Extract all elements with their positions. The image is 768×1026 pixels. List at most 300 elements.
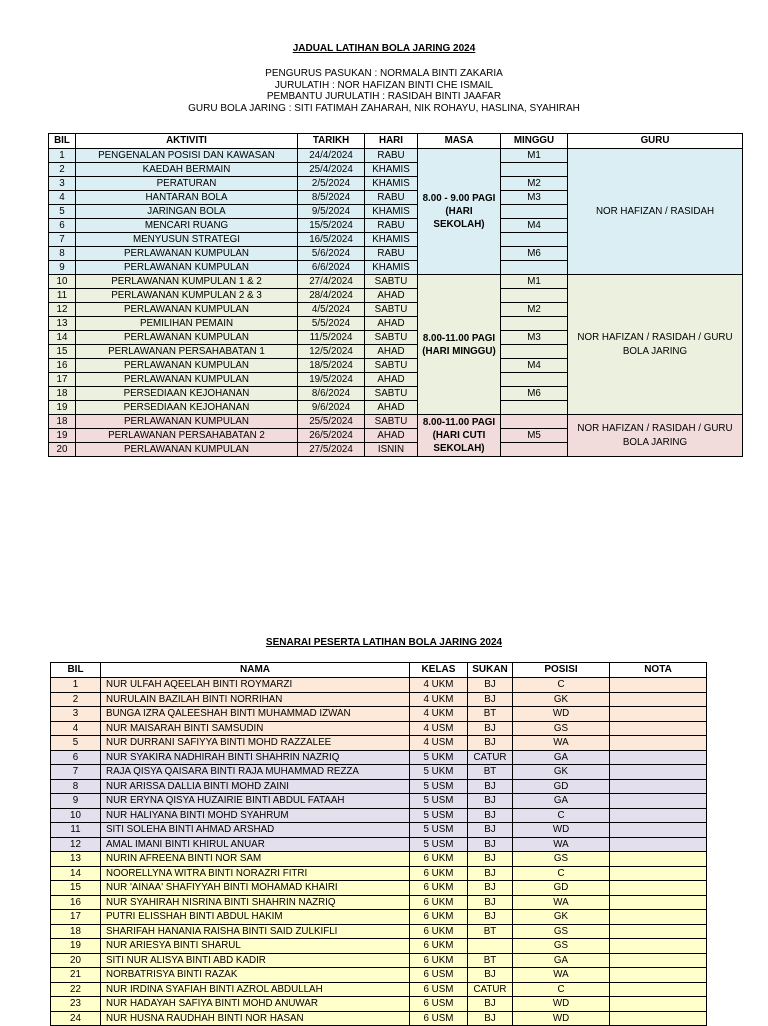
bil-cell: 19: [51, 939, 101, 954]
nota-cell: [610, 997, 707, 1012]
kelas-cell: 6 USM: [410, 997, 468, 1012]
posisi-cell: C: [513, 808, 610, 823]
schedule-row: [49, 275, 743, 289]
col-bil: BIL: [51, 663, 101, 678]
kelas-cell: 6 USM: [410, 968, 468, 983]
schedule-title: JADUAL LATIHAN BOLA JARING 2024: [292, 43, 476, 54]
aktiviti-cell: PERLAWANAN KUMPULAN: [76, 331, 298, 345]
kelas-cell: 4 USM: [410, 736, 468, 751]
tarikh-cell: 8/6/2024: [298, 387, 365, 401]
aktiviti-cell: MENYUSUN STRATEGI: [76, 233, 298, 247]
nama-cell: BUNGA IZRA QALEESHAH BINTI MUHAMMAD IZWAN: [101, 707, 410, 722]
hari-cell: SABTU: [365, 303, 418, 317]
posisi-cell: WD: [513, 707, 610, 722]
sukan-cell: BJ: [468, 736, 513, 751]
nama-cell: NUR HUSNA RAUDHAH BINTI NOR HASAN: [101, 1011, 410, 1026]
tarikh-cell: 2/5/2024: [298, 177, 365, 191]
bil-cell: 18: [51, 924, 101, 939]
bil-cell: 16: [49, 359, 76, 373]
kelas-cell: 6 UKM: [410, 924, 468, 939]
participant-row: [51, 721, 707, 736]
col-posisi: POSISI: [513, 663, 610, 678]
masa-cell: 8.00 - 9.00 PAGI (HARI SEKOLAH): [418, 149, 501, 275]
aktiviti-cell: PEMILIHAN PEMAIN: [76, 317, 298, 331]
participant-row: [51, 837, 707, 852]
tarikh-cell: 27/4/2024: [298, 275, 365, 289]
col-bil: BIL: [49, 134, 76, 149]
posisi-cell: GS: [513, 721, 610, 736]
bil-cell: 8: [49, 247, 76, 261]
bil-cell: 14: [49, 331, 76, 345]
aktiviti-cell: PERLAWANAN KUMPULAN: [76, 303, 298, 317]
assistant-coach: PEMBANTU JURULATIH : RASIDAH BINTI JAAFAR: [266, 91, 502, 102]
masa-cell: 8.00-11.00 PAGI (HARI CUTI SEKOLAH): [418, 415, 501, 457]
bil-cell: 15: [49, 345, 76, 359]
bil-cell: 5: [49, 205, 76, 219]
sukan-cell: BJ: [468, 1011, 513, 1026]
team-manager: PENGURUS PASUKAN : NORMALA BINTI ZAKARIA: [265, 68, 503, 79]
participant-row: [51, 707, 707, 722]
schedule-row: [49, 149, 743, 163]
bil-cell: 10: [51, 808, 101, 823]
sukan-cell: BJ: [468, 794, 513, 809]
sukan-cell: BT: [468, 765, 513, 780]
minggu-cell: [501, 345, 568, 359]
hari-cell: AHAD: [365, 429, 418, 443]
posisi-cell: WA: [513, 968, 610, 983]
tarikh-cell: 28/4/2024: [298, 289, 365, 303]
nama-cell: RAJA QISYA QAISARA BINTI RAJA MUHAMMAD REZZA: [101, 765, 410, 780]
participant-row: [51, 678, 707, 693]
hari-cell: AHAD: [365, 401, 418, 415]
minggu-cell: M1: [501, 275, 568, 289]
hari-cell: KHAMIS: [365, 261, 418, 275]
col-minggu: MINGGU: [501, 134, 568, 149]
sukan-cell: BJ: [468, 968, 513, 983]
aktiviti-cell: PERSEDIAAN KEJOHANAN: [76, 387, 298, 401]
minggu-cell: [501, 317, 568, 331]
bil-cell: 11: [49, 289, 76, 303]
minggu-cell: M3: [501, 331, 568, 345]
participant-row: [51, 953, 707, 968]
nota-cell: [610, 779, 707, 794]
bil-cell: 3: [49, 177, 76, 191]
hari-cell: RABU: [365, 191, 418, 205]
kelas-cell: 5 USM: [410, 823, 468, 838]
nama-cell: NURIN AFREENA BINTI NOR SAM: [101, 852, 410, 867]
participant-row: [51, 939, 707, 954]
minggu-cell: M2: [501, 303, 568, 317]
bil-cell: 13: [51, 852, 101, 867]
schedule-header-row: [49, 134, 743, 149]
participant-row: [51, 736, 707, 751]
participant-row: [51, 895, 707, 910]
kelas-cell: 6 USM: [410, 982, 468, 997]
tarikh-cell: 5/5/2024: [298, 317, 365, 331]
nota-cell: [610, 953, 707, 968]
minggu-cell: M6: [501, 387, 568, 401]
aktiviti-cell: PERLAWANAN KUMPULAN: [76, 415, 298, 429]
kelas-cell: 4 UKM: [410, 692, 468, 707]
bil-cell: 8: [51, 779, 101, 794]
bil-cell: 1: [49, 149, 76, 163]
bil-cell: 11: [51, 823, 101, 838]
minggu-cell: [501, 233, 568, 247]
aktiviti-cell: PERLAWANAN KUMPULAN: [76, 261, 298, 275]
hari-cell: AHAD: [365, 289, 418, 303]
sukan-cell: BJ: [468, 895, 513, 910]
tarikh-cell: 24/4/2024: [298, 149, 365, 163]
participant-row: [51, 750, 707, 765]
bil-cell: 14: [51, 866, 101, 881]
bil-cell: 10: [49, 275, 76, 289]
nota-cell: [610, 837, 707, 852]
kelas-cell: 6 UKM: [410, 895, 468, 910]
hari-cell: KHAMIS: [365, 177, 418, 191]
participant-row: [51, 794, 707, 809]
sukan-cell: BJ: [468, 881, 513, 896]
col-aktiviti: AKTIVITI: [76, 134, 298, 149]
tarikh-cell: 25/5/2024: [298, 415, 365, 429]
nota-cell: [610, 982, 707, 997]
minggu-cell: M6: [501, 247, 568, 261]
hari-cell: SABTU: [365, 331, 418, 345]
nota-cell: [610, 895, 707, 910]
tarikh-cell: 8/5/2024: [298, 191, 365, 205]
minggu-cell: [501, 415, 568, 429]
posisi-cell: GK: [513, 765, 610, 780]
col-masa: MASA: [418, 134, 501, 149]
nama-cell: PUTRI ELISSHAH BINTI ABDUL HAKIM: [101, 910, 410, 925]
bil-cell: 19: [49, 401, 76, 415]
sukan-cell: CATUR: [468, 982, 513, 997]
sukan-cell: BJ: [468, 823, 513, 838]
hari-cell: KHAMIS: [365, 233, 418, 247]
bil-cell: 17: [51, 910, 101, 925]
kelas-cell: 5 USM: [410, 837, 468, 852]
col-sukan: SUKAN: [468, 663, 513, 678]
sukan-cell: BT: [468, 924, 513, 939]
nota-cell: [610, 852, 707, 867]
minggu-cell: [501, 289, 568, 303]
bil-cell: 24: [51, 1011, 101, 1026]
participant-row: [51, 808, 707, 823]
aktiviti-cell: JARINGAN BOLA: [76, 205, 298, 219]
tarikh-cell: 19/5/2024: [298, 373, 365, 387]
aktiviti-cell: PERATURAN: [76, 177, 298, 191]
hari-cell: SABTU: [365, 387, 418, 401]
aktiviti-cell: MENCARI RUANG: [76, 219, 298, 233]
kelas-cell: 4 UKM: [410, 678, 468, 693]
nama-cell: NUR ULFAH AQEELAH BINTI ROYMARZI: [101, 678, 410, 693]
bil-cell: 15: [51, 881, 101, 896]
tarikh-cell: 11/5/2024: [298, 331, 365, 345]
posisi-cell: GS: [513, 924, 610, 939]
minggu-cell: M4: [501, 359, 568, 373]
hari-cell: RABU: [365, 149, 418, 163]
posisi-cell: WD: [513, 997, 610, 1012]
nama-cell: SHARIFAH HANANIA RAISHA BINTI SAID ZULKIFLI: [101, 924, 410, 939]
participant-row: [51, 924, 707, 939]
sukan-cell: BJ: [468, 997, 513, 1012]
hari-cell: SABTU: [365, 359, 418, 373]
sukan-cell: BJ: [468, 779, 513, 794]
kelas-cell: 6 UKM: [410, 866, 468, 881]
nota-cell: [610, 692, 707, 707]
nota-cell: [610, 678, 707, 693]
aktiviti-cell: KAEDAH BERMAIN: [76, 163, 298, 177]
hari-cell: SABTU: [365, 415, 418, 429]
bil-cell: 12: [49, 303, 76, 317]
bil-cell: 21: [51, 968, 101, 983]
tarikh-cell: 15/5/2024: [298, 219, 365, 233]
aktiviti-cell: PERSEDIAAN KEJOHANAN: [76, 401, 298, 415]
nota-cell: [610, 1011, 707, 1026]
tarikh-cell: 16/5/2024: [298, 233, 365, 247]
nota-cell: [610, 750, 707, 765]
nota-cell: [610, 823, 707, 838]
kelas-cell: 5 USM: [410, 779, 468, 794]
bil-cell: 16: [51, 895, 101, 910]
kelas-cell: 6 UKM: [410, 939, 468, 954]
hari-cell: ISNIN: [365, 443, 418, 457]
nama-cell: NUR MAISARAH BINTI SAMSUDIN: [101, 721, 410, 736]
minggu-cell: M4: [501, 219, 568, 233]
nota-cell: [610, 721, 707, 736]
kelas-cell: 4 USM: [410, 721, 468, 736]
bil-cell: 7: [51, 765, 101, 780]
hari-cell: AHAD: [365, 345, 418, 359]
sukan-cell: BJ: [468, 692, 513, 707]
sukan-cell: [468, 939, 513, 954]
nama-cell: NUR SYAKIRA NADHIRAH BINTI SHAHRIN NAZRIQ: [101, 750, 410, 765]
kelas-cell: 5 UKM: [410, 765, 468, 780]
nota-cell: [610, 707, 707, 722]
tarikh-cell: 5/6/2024: [298, 247, 365, 261]
posisi-cell: C: [513, 678, 610, 693]
bil-cell: 22: [51, 982, 101, 997]
schedule-table: [48, 133, 743, 457]
participant-row: [51, 692, 707, 707]
aktiviti-cell: PERLAWANAN KUMPULAN: [76, 443, 298, 457]
minggu-cell: [501, 163, 568, 177]
participant-table: [50, 662, 707, 1026]
posisi-cell: WD: [513, 1011, 610, 1026]
nama-cell: NUR SYAHIRAH NISRINA BINTI SHAHRIN NAZRIQ: [101, 895, 410, 910]
bil-cell: 2: [49, 163, 76, 177]
participant-header-row: [51, 663, 707, 678]
bil-cell: 13: [49, 317, 76, 331]
nama-cell: NUR ARISSA DALLIA BINTI MOHD ZAINI: [101, 779, 410, 794]
bil-cell: 1: [51, 678, 101, 693]
sukan-cell: CATUR: [468, 750, 513, 765]
guru-cell: NOR HAFIZAN / RASIDAH / GURU BOLA JARING: [568, 275, 743, 415]
bil-cell: 6: [49, 219, 76, 233]
bil-cell: 17: [49, 373, 76, 387]
participant-row: [51, 881, 707, 896]
aktiviti-cell: PERLAWANAN KUMPULAN: [76, 373, 298, 387]
hari-cell: AHAD: [365, 317, 418, 331]
participant-title: SENARAI PESERTA LATIHAN BOLA JARING 2024: [265, 637, 503, 648]
aktiviti-cell: PERLAWANAN KUMPULAN 1 & 2: [76, 275, 298, 289]
minggu-cell: [501, 205, 568, 219]
posisi-cell: GS: [513, 939, 610, 954]
kelas-cell: 6 UKM: [410, 953, 468, 968]
team-info: [0, 68, 768, 114]
col-guru: GURU: [568, 134, 743, 149]
kelas-cell: 6 UKM: [410, 852, 468, 867]
participant-row: [51, 823, 707, 838]
nota-cell: [610, 736, 707, 751]
bil-cell: 2: [51, 692, 101, 707]
minggu-cell: M1: [501, 149, 568, 163]
bil-cell: 7: [49, 233, 76, 247]
bil-cell: 19: [49, 429, 76, 443]
nama-cell: AMAL IMANI BINTI KHIRUL ANUAR: [101, 837, 410, 852]
nama-cell: NUR 'AINAA' SHAFIYYAH BINTI MOHAMAD KHAIRI: [101, 881, 410, 896]
aktiviti-cell: HANTARAN BOLA: [76, 191, 298, 205]
hari-cell: AHAD: [365, 373, 418, 387]
nama-cell: SITI NUR ALISYA BINTI ABD KADIR: [101, 953, 410, 968]
tarikh-cell: 12/5/2024: [298, 345, 365, 359]
bil-cell: 9: [51, 794, 101, 809]
minggu-cell: [501, 373, 568, 387]
minggu-cell: M5: [501, 429, 568, 443]
posisi-cell: GA: [513, 750, 610, 765]
hari-cell: RABU: [365, 219, 418, 233]
nama-cell: NURULAIN BAZILAH BINTI NORRIHAN: [101, 692, 410, 707]
sukan-cell: BJ: [468, 837, 513, 852]
guru-cell: NOR HAFIZAN / RASIDAH / GURU BOLA JARING: [568, 415, 743, 457]
col-nota: NOTA: [610, 663, 707, 678]
participant-row: [51, 779, 707, 794]
posisi-cell: GD: [513, 881, 610, 896]
bil-cell: 3: [51, 707, 101, 722]
nama-cell: NUR ERYNA QISYA HUZAIRIE BINTI ABDUL FATAAH: [101, 794, 410, 809]
sukan-cell: BJ: [468, 678, 513, 693]
nama-cell: NUR HALIYANA BINTI MOHD SYAHRUM: [101, 808, 410, 823]
nota-cell: [610, 924, 707, 939]
posisi-cell: C: [513, 866, 610, 881]
hari-cell: KHAMIS: [365, 205, 418, 219]
nota-cell: [610, 866, 707, 881]
tarikh-cell: 26/5/2024: [298, 429, 365, 443]
sukan-cell: BJ: [468, 910, 513, 925]
participant-row: [51, 852, 707, 867]
schedule-row: [49, 415, 743, 429]
hari-cell: KHAMIS: [365, 163, 418, 177]
bil-cell: 18: [49, 415, 76, 429]
minggu-cell: [501, 443, 568, 457]
kelas-cell: 5 USM: [410, 794, 468, 809]
netball-teachers: GURU BOLA JARING : SITI FATIMAH ZAHARAH, NIK ROHAYU, HASLINA, SYAHIRAH: [188, 102, 580, 114]
posisi-cell: C: [513, 982, 610, 997]
masa-cell: 8.00-11.00 PAGI (HARI MINGGU): [418, 275, 501, 415]
tarikh-cell: 4/5/2024: [298, 303, 365, 317]
nota-cell: [610, 794, 707, 809]
posisi-cell: WA: [513, 895, 610, 910]
bil-cell: 20: [49, 443, 76, 457]
minggu-cell: M3: [501, 191, 568, 205]
nama-cell: NORBATRISYA BINTI RAZAK: [101, 968, 410, 983]
posisi-cell: GA: [513, 953, 610, 968]
guru-cell: NOR HAFIZAN / RASIDAH: [568, 149, 743, 275]
nama-cell: NUR DURRANI SAFIYYA BINTI MOHD RAZZALEE: [101, 736, 410, 751]
bil-cell: 4: [51, 721, 101, 736]
posisi-cell: WA: [513, 837, 610, 852]
nama-cell: NUR IRDINA SYAFIAH BINTI AZROL ABDULLAH: [101, 982, 410, 997]
aktiviti-cell: PERLAWANAN PERSAHABATAN 1: [76, 345, 298, 359]
col-kelas: KELAS: [410, 663, 468, 678]
posisi-cell: WA: [513, 736, 610, 751]
aktiviti-cell: PERLAWANAN PERSAHABATAN 2: [76, 429, 298, 443]
posisi-cell: GD: [513, 779, 610, 794]
nama-cell: SITI SOLEHA BINTI AHMAD ARSHAD: [101, 823, 410, 838]
sukan-cell: BT: [468, 953, 513, 968]
nama-cell: NUR HADAYAH SAFIYA BINTI MOHD ANUWAR: [101, 997, 410, 1012]
participant-row: [51, 866, 707, 881]
sukan-cell: BJ: [468, 866, 513, 881]
bil-cell: 6: [51, 750, 101, 765]
nota-cell: [610, 881, 707, 896]
tarikh-cell: 27/5/2024: [298, 443, 365, 457]
kelas-cell: 6 UKM: [410, 881, 468, 896]
hari-cell: SABTU: [365, 275, 418, 289]
aktiviti-cell: PERLAWANAN KUMPULAN: [76, 359, 298, 373]
hari-cell: RABU: [365, 247, 418, 261]
participant-row: [51, 997, 707, 1012]
col-nama: NAMA: [101, 663, 410, 678]
coach: JURULATIH : NOR HAFIZAN BINTI CHE ISMAIL: [274, 79, 494, 91]
bil-cell: 9: [49, 261, 76, 275]
kelas-cell: 4 UKM: [410, 707, 468, 722]
nama-cell: NUR ARIESYA BINTI SHARUL: [101, 939, 410, 954]
minggu-cell: [501, 261, 568, 275]
participant-row: [51, 765, 707, 780]
nota-cell: [610, 765, 707, 780]
nota-cell: [610, 808, 707, 823]
nota-cell: [610, 968, 707, 983]
nota-cell: [610, 910, 707, 925]
participant-row: [51, 910, 707, 925]
bil-cell: 5: [51, 736, 101, 751]
kelas-cell: 6 UKM: [410, 910, 468, 925]
participant-row: [51, 982, 707, 997]
tarikh-cell: 9/6/2024: [298, 401, 365, 415]
tarikh-cell: 18/5/2024: [298, 359, 365, 373]
bil-cell: 23: [51, 997, 101, 1012]
kelas-cell: 6 USM: [410, 1011, 468, 1026]
nota-cell: [610, 939, 707, 954]
kelas-cell: 5 USM: [410, 808, 468, 823]
sukan-cell: BJ: [468, 721, 513, 736]
minggu-cell: [501, 401, 568, 415]
bil-cell: 20: [51, 953, 101, 968]
aktiviti-cell: PENGENALAN POSISI DAN KAWASAN: [76, 149, 298, 163]
kelas-cell: 5 UKM: [410, 750, 468, 765]
sukan-cell: BT: [468, 707, 513, 722]
tarikh-cell: 6/6/2024: [298, 261, 365, 275]
posisi-cell: GA: [513, 794, 610, 809]
posisi-cell: WD: [513, 823, 610, 838]
tarikh-cell: 9/5/2024: [298, 205, 365, 219]
tarikh-cell: 25/4/2024: [298, 163, 365, 177]
bil-cell: 4: [49, 191, 76, 205]
participant-row: [51, 1011, 707, 1026]
col-tarikh: TARIKH: [298, 134, 365, 149]
col-hari: HARI: [365, 134, 418, 149]
bil-cell: 18: [49, 387, 76, 401]
